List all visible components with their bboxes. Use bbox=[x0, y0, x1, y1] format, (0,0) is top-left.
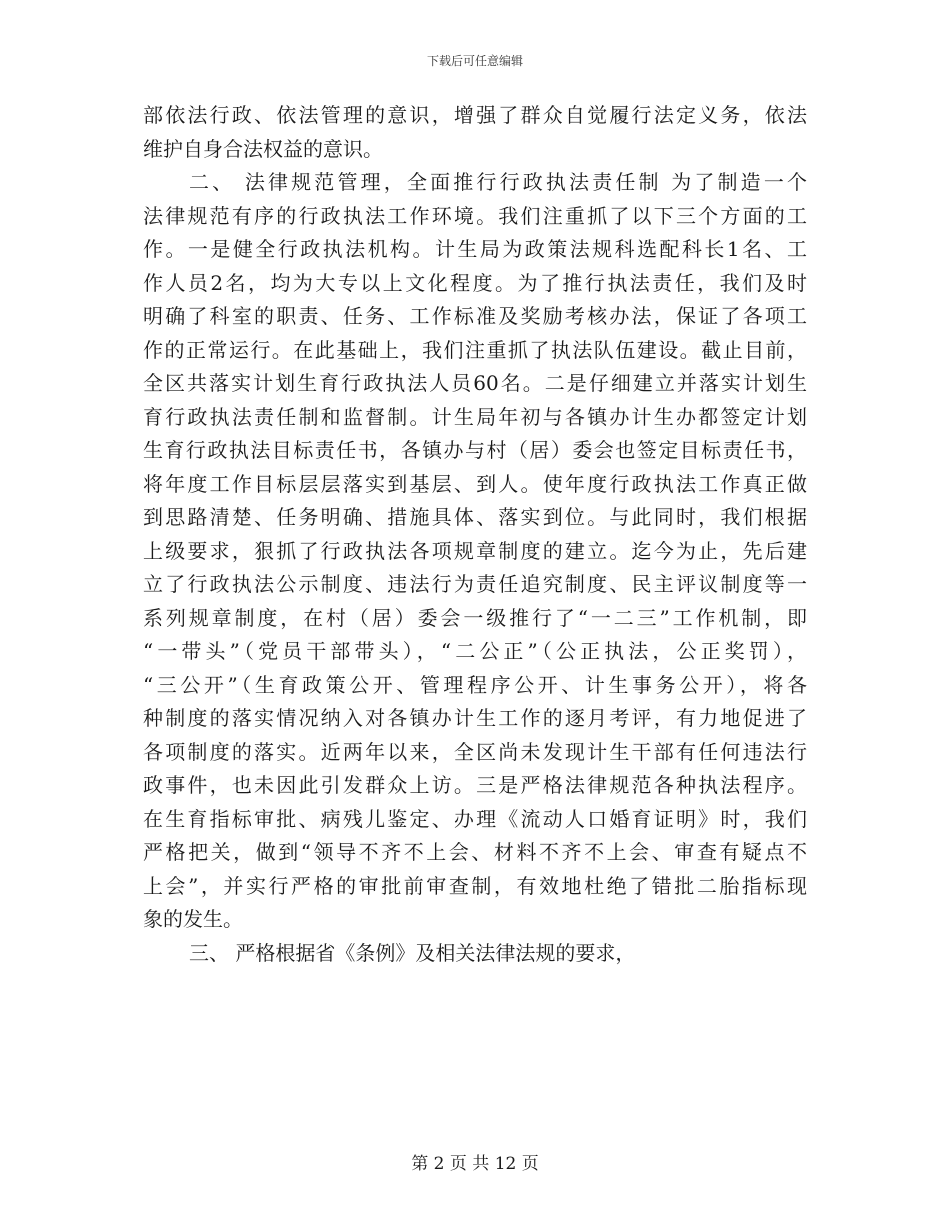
body-line: 法律规范有序的行政执法工作环境。我们注重抓了以下三个方面的工 bbox=[143, 203, 807, 228]
document-body bbox=[143, 99, 807, 970]
body-line: 象的发生。 bbox=[143, 907, 243, 931]
page-header: 下载后可任意编辑 bbox=[426, 54, 523, 68]
body-line: 生育行政执法目标责任书，各镇办与村（居）委会也签定目标责任书， bbox=[143, 438, 807, 462]
body-line: “一带头”（党员干部带头），“二公正”（公正执法，公正奖罚）， bbox=[143, 639, 807, 663]
body-line: 作的正常运行。在此基础上，我们注重抓了执法队伍建设。截止目前， bbox=[143, 337, 807, 362]
body-line: 严格把关，做到“领导不齐不上会、材料不齐不上会、审查有疑点不 bbox=[143, 840, 807, 864]
body-line: 到思路清楚、任务明确、措施具体、落实到位。与此同时，我们根据 bbox=[143, 505, 807, 529]
section-heading-line: 三、 严格根据省《条例》及相关法律法规的要求， bbox=[189, 940, 636, 965]
body-line: 立了行政执法公示制度、违法行为责任追究制度、民主评议制度等一 bbox=[143, 572, 807, 596]
body-line: 育行政执法责任制和监督制。计生局年初与各镇办计生办都签定计划 bbox=[143, 404, 807, 429]
body-line: 维护自身合法权益的意识。 bbox=[143, 136, 383, 161]
body-line: 政事件，也未因此引发群众上访。三是严格法律规范各种执法程序。 bbox=[143, 773, 807, 797]
body-line: 在生育指标审批、病残儿鉴定、办理《流动人口婚育证明》时，我们 bbox=[143, 806, 807, 831]
body-line: 明确了科室的职责、任务、工作标准及奖励考核办法，保证了各项工 bbox=[143, 304, 807, 328]
body-line: 全区共落实计划生育行政执法人员60名。二是仔细建立并落实计划生 bbox=[143, 371, 807, 395]
body-line: 上级要求，狠抓了行政执法各项规章制度的建立。迄今为止，先后建 bbox=[143, 538, 807, 563]
body-line: 种制度的落实情况纳入对各镇办计生工作的逐月考评，有力地促进了 bbox=[143, 706, 807, 730]
section-heading-line: 二、 法律规范管理，全面推行行政执法责任制 为了制造一个 bbox=[189, 170, 807, 194]
body-line: “三公开”（生育政策公开、管理程序公开、计生事务公开），将各 bbox=[143, 672, 807, 697]
body-line: 部依法行政、依法管理的意识，增强了群众自觉履行法定义务，依法 bbox=[143, 103, 807, 127]
body-line: 上会”，并实行严格的审批前审查制，有效地杜绝了错批二胎指标现 bbox=[143, 873, 807, 898]
body-line: 系列规章制度，在村（居）委会一级推行了“一二三”工作机制，即 bbox=[143, 605, 807, 630]
page-footer: 第 2 页 共 12 页 bbox=[411, 1154, 539, 1174]
body-line: 将年度工作目标层层落实到基层、到人。使年度行政执法工作真正做 bbox=[143, 471, 807, 496]
body-line: 作。一是健全行政执法机构。计生局为政策法规科选配科长1名、工 bbox=[143, 237, 807, 261]
body-line: 各项制度的落实。近两年以来，全区尚未发现计生干部有任何违法行 bbox=[143, 739, 807, 764]
body-line: 作人员2名，均为大专以上文化程度。为了推行执法责任，我们及时 bbox=[143, 270, 807, 295]
